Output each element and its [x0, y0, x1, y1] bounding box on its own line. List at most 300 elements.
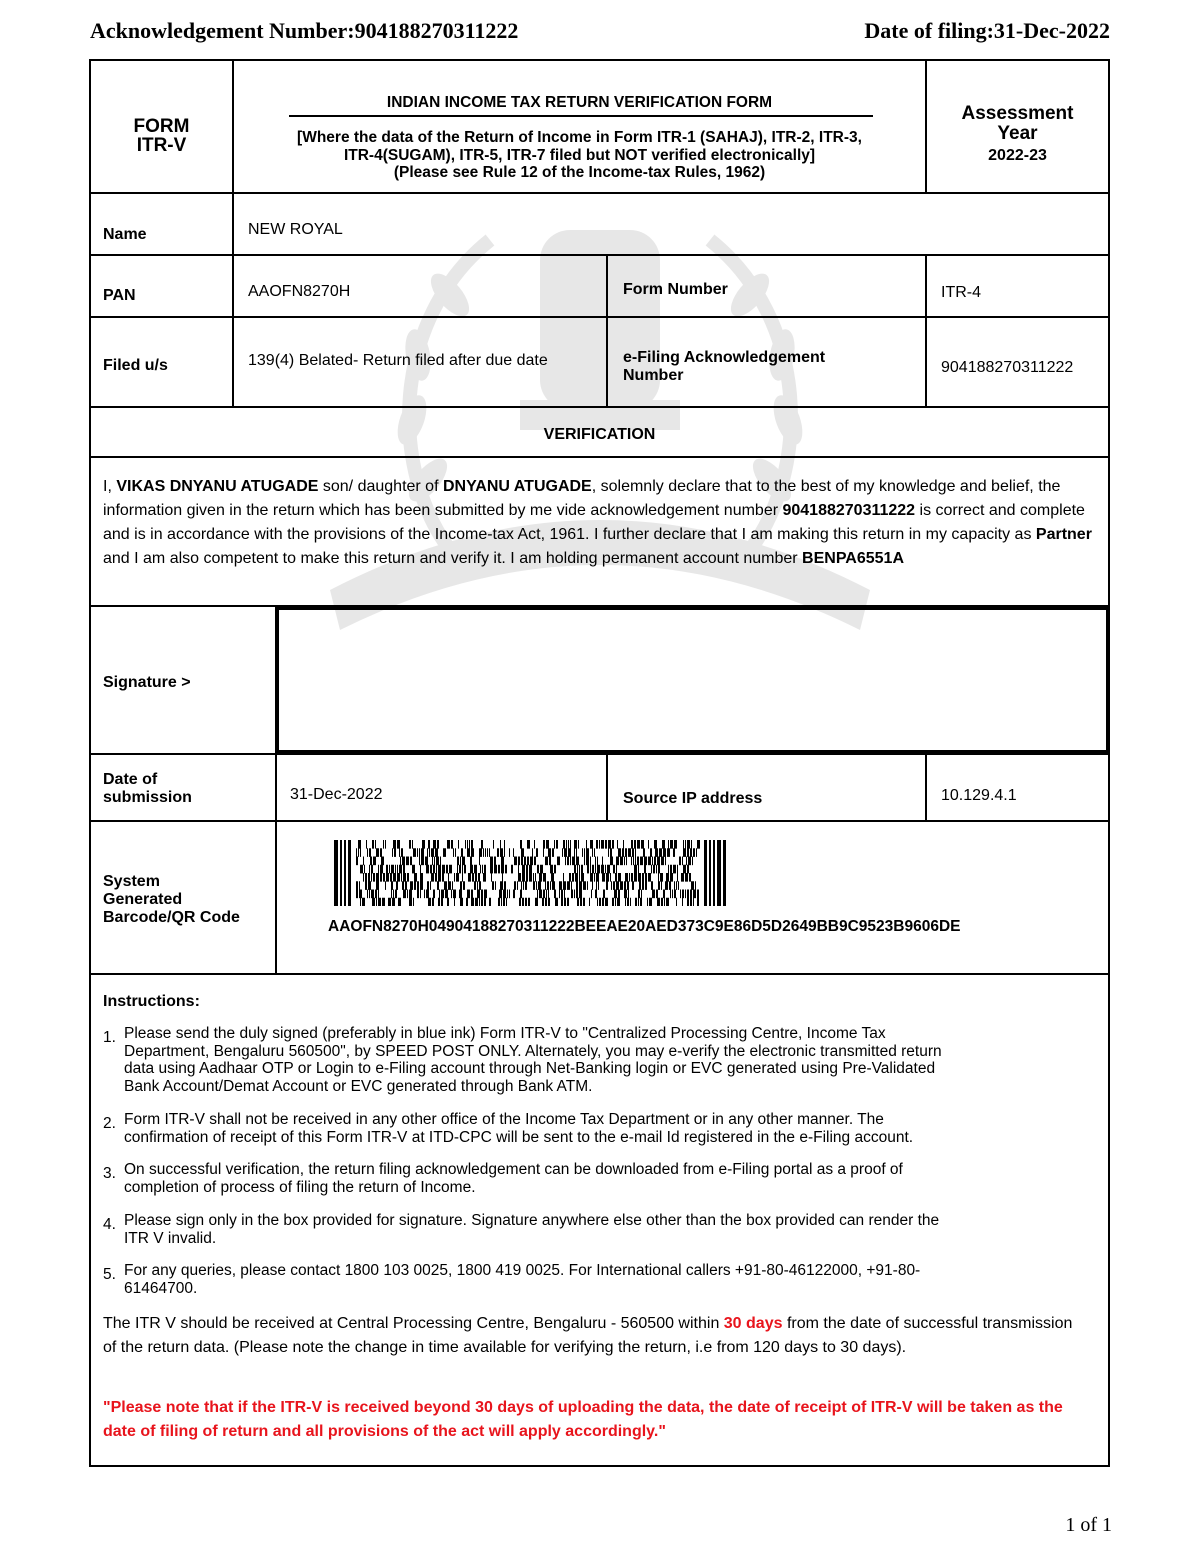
receipt-note-text: from the date of successful transmission of the return data. (Please note the change in time available for verifying the return, i.e from 120 days to 30 days). [103, 1315, 1073, 1356]
barcode-bar [413, 848, 416, 857]
barcode-bar [645, 873, 647, 882]
barcode-bar [660, 873, 663, 882]
barcode-bar [395, 865, 396, 874]
barcode-bar [683, 848, 686, 857]
barcode-bar [645, 881, 647, 890]
barcode-bar [530, 857, 533, 866]
barcode-bar [659, 848, 662, 857]
barcode-bar [501, 865, 504, 874]
barcode-bar [362, 898, 365, 906]
barcode-bar [513, 890, 515, 899]
barcode-bar [441, 890, 444, 899]
barcode-bar [366, 840, 367, 849]
barcode-bar [673, 865, 676, 874]
itr-v-form [89, 59, 1110, 1467]
barcode-bar [477, 881, 478, 890]
barcode-bar [383, 873, 385, 882]
instruction-line: On successful verification, the return filing acknowledgement can be downloaded from e-Filing portal as a proof of [124, 1161, 903, 1178]
barcode-bar [624, 890, 627, 899]
declaration-ack-number: 904188270311222 [782, 502, 916, 519]
pan-value: AAOFN8270H [248, 283, 351, 300]
barcode-bar [543, 890, 545, 899]
barcode-bar [490, 865, 493, 874]
barcode-bar [582, 848, 583, 857]
filed-us-value: 139(4) Belated- Return filed after due date [248, 352, 548, 369]
barcode-bar [428, 840, 430, 849]
barcode-bar [524, 857, 526, 866]
barcode-bar [380, 848, 382, 857]
barcode-bar [664, 898, 665, 906]
divider [925, 254, 927, 407]
barcode-bar [494, 857, 496, 866]
barcode-bar [590, 857, 591, 866]
barcode-bar [501, 857, 504, 866]
barcode-bar [616, 865, 617, 874]
barcode-bar [462, 873, 463, 882]
barcode-bar [376, 848, 379, 857]
barcode-bar [579, 873, 580, 882]
name-value: NEW ROYAL [248, 221, 343, 238]
barcode-bar [612, 840, 614, 849]
barcode-bar [561, 890, 563, 899]
barcode-bar [713, 840, 715, 906]
barcode-bar [391, 881, 393, 890]
barcode-bar [652, 890, 655, 899]
barcode-bar [383, 840, 384, 849]
form-title: INDIAN INCOME TAX RETURN VERIFICATION FORM [386, 94, 773, 111]
barcode-bar [670, 840, 673, 849]
barcode-bar [658, 873, 659, 882]
barcode-bar [378, 890, 379, 899]
barcode-bar [577, 865, 578, 874]
verification-declaration [103, 475, 1093, 571]
barcode-bar [434, 857, 435, 866]
barcode-bar [648, 857, 651, 866]
barcode-bar [640, 857, 643, 866]
barcode-bar [563, 840, 565, 849]
barcode-bar [484, 865, 486, 874]
barcode-bar [676, 881, 677, 890]
barcode-bar [451, 840, 453, 849]
barcode-bar [481, 840, 483, 849]
instruction-line: ITR V invalid. [124, 1229, 217, 1247]
barcode-bar [412, 865, 415, 874]
barcode-bar [462, 857, 465, 866]
barcode-bar [340, 840, 342, 906]
barcode-bar [625, 898, 626, 906]
barcode-bar [498, 898, 500, 906]
barcode-bar [687, 865, 689, 874]
barcode-bar [413, 898, 414, 906]
barcode-bar [460, 881, 462, 890]
barcode-bar [628, 848, 631, 857]
barcode-bar [616, 881, 619, 890]
barcode-bar [579, 881, 582, 890]
barcode-bar [685, 840, 686, 849]
barcode-bar [590, 840, 593, 849]
barcode-bar [537, 865, 539, 874]
barcode-bar [391, 890, 392, 899]
barcode-bar [442, 865, 445, 874]
barcode-bar [550, 865, 553, 874]
barcode-bar [438, 865, 441, 874]
barcode-bar [430, 865, 432, 874]
barcode-bar [586, 848, 589, 857]
divider [89, 456, 1110, 458]
barcode-label-line: Barcode/QR Code [103, 909, 240, 926]
barcode-bar [454, 873, 455, 882]
barcode-bar [576, 890, 578, 899]
barcode-bar [441, 898, 443, 906]
barcode-bar [396, 881, 398, 890]
barcode-bar [520, 890, 522, 899]
barcode-bar [676, 898, 677, 906]
barcode-bar [500, 848, 503, 857]
barcode-bar [460, 857, 461, 866]
barcode-bar [373, 857, 376, 866]
barcode-bar [442, 873, 444, 882]
source-ip-label: Source IP address [623, 790, 763, 807]
divider [606, 753, 608, 821]
form-title-block [234, 61, 925, 192]
barcode-bar [642, 873, 644, 882]
assessment-year-label: Assessment [961, 103, 1074, 124]
barcode-bar [634, 865, 637, 874]
barcode-bar [648, 840, 649, 849]
barcode-bar [453, 890, 456, 899]
barcode-bar [549, 857, 551, 866]
declaration-text: , solemnly declare that to the best of my knowledge and belief, the information given in the return which has been submitted by me vide acknowledgement number [103, 478, 1061, 519]
date-of-submission-label-line: Date of [103, 771, 158, 788]
barcode-bar [579, 890, 582, 899]
divider [89, 254, 1110, 256]
barcode-bar [429, 848, 430, 857]
barcode-bar [653, 865, 655, 874]
barcode-bar [391, 865, 394, 874]
barcode-bar [656, 890, 658, 899]
barcode-bar [360, 848, 361, 857]
barcode-bar [559, 890, 560, 899]
barcode-bar [565, 857, 566, 866]
barcode-bar [522, 865, 525, 874]
barcode-bar [596, 881, 597, 890]
barcode-bar [551, 873, 554, 882]
date-of-filing: Date of filing:31-Dec-2022 [864, 18, 1110, 43]
barcode-bar [576, 848, 577, 857]
barcode-bar [427, 881, 429, 890]
barcode-bar [654, 857, 656, 866]
barcode-bar [427, 848, 428, 857]
barcode-bar [557, 857, 560, 866]
barcode-bar [436, 857, 439, 866]
barcode-bar [638, 898, 639, 906]
barcode-bar [690, 890, 692, 899]
barcode-bar [454, 898, 455, 906]
barcode-bar [592, 848, 593, 857]
barcode-bar [651, 881, 653, 890]
barcode-bar [595, 857, 596, 866]
barcode-bar [483, 848, 484, 857]
barcode-bar [375, 890, 377, 899]
barcode-bar [601, 840, 604, 849]
parent-name: DNYANU ATUGADE [442, 478, 592, 495]
barcode-bar [466, 898, 468, 906]
barcode-bar [538, 881, 541, 890]
barcode-bar [393, 840, 396, 849]
divider [606, 254, 608, 407]
barcode-bar [367, 890, 368, 899]
barcode-bar [564, 848, 567, 857]
barcode-bar [687, 890, 689, 899]
barcode-bar [665, 881, 668, 890]
barcode-bar [561, 898, 563, 906]
barcode-bar [397, 840, 400, 849]
barcode-bar [657, 857, 660, 866]
barcode-bar [583, 881, 586, 890]
barcode-bar [576, 857, 579, 866]
barcode-bar [605, 840, 607, 849]
barcode-bar [367, 848, 368, 857]
instruction-line: 61464700. [124, 1279, 198, 1297]
barcode-bar [484, 898, 486, 906]
barcode-bar [467, 848, 470, 857]
barcode-bar [554, 890, 556, 899]
barcode-bar [681, 873, 684, 882]
barcode-bar [578, 840, 579, 849]
barcode-bar [648, 873, 651, 882]
barcode-bar [426, 890, 429, 899]
barcode-bar [392, 898, 395, 906]
barcode-bar [376, 881, 379, 890]
barcode-bar [602, 898, 604, 906]
barcode-bar [527, 840, 530, 849]
barcode-bar [386, 865, 388, 874]
barcode-bar [526, 865, 528, 874]
barcode-bar [462, 865, 463, 874]
barcode-bar [392, 848, 393, 857]
barcode-bar [389, 865, 390, 874]
barcode-bar [477, 890, 480, 899]
barcode-bar [358, 848, 359, 857]
barcode-image [334, 840, 726, 906]
barcode-bar [373, 873, 375, 882]
barcode-bar [534, 840, 535, 849]
barcode-bar [406, 857, 409, 866]
barcode-bar [548, 898, 550, 906]
barcode-bar [414, 873, 417, 882]
barcode-bar [644, 865, 646, 874]
barcode-bar [491, 873, 492, 882]
barcode-bar [517, 881, 518, 890]
barcode-bar [371, 873, 372, 882]
barcode-bar [464, 865, 466, 874]
instruction-line: Please sign only in the box provided for signature. Signature anywhere else other than the box provided can render the [124, 1212, 940, 1229]
barcode-bar [424, 890, 425, 899]
instruction-line: data using Aadhaar OTP or Login to e-Filing account through Net-Banking login or EVC generated using Pre-Validated [124, 1060, 936, 1077]
barcode-bar [564, 890, 565, 899]
form-subtitle-line: (Please see Rule 12 of the Income-tax Rules, 1962) [393, 164, 766, 181]
barcode-bar [433, 865, 435, 874]
barcode-bar [687, 898, 689, 906]
barcode-bar [630, 898, 631, 906]
barcode-bar [576, 881, 578, 890]
barcode-bar [394, 848, 396, 857]
barcode-bar [369, 848, 371, 857]
barcode-bar [654, 840, 657, 849]
barcode-bar [632, 881, 634, 890]
barcode-bar [479, 881, 481, 890]
barcode-bar [417, 890, 419, 899]
receipt-note-text: The ITR V should be received at Central Processing Centre, Bengaluru - 560500 within [103, 1315, 724, 1332]
form-label [91, 117, 232, 155]
barcode-bar [397, 873, 400, 882]
barcode-bar [608, 840, 611, 849]
barcode-bar [607, 865, 610, 874]
assessment-year-value: 2022-23 [988, 147, 1047, 164]
barcode-bar [656, 865, 657, 874]
barcode-bar [689, 873, 691, 882]
barcode-bar [484, 890, 487, 899]
declaration-text: is correct and complete and is in accordance with the provisions of the Income-tax Act, 1961. I further declare that I am making this return in my capacity as [103, 502, 1085, 543]
barcode-bar [595, 865, 596, 874]
barcode-bar [571, 881, 572, 890]
barcode-bar [536, 881, 537, 890]
date-of-submission-value: 31-Dec-2022 [290, 786, 383, 803]
form-label-line: FORM [133, 116, 190, 137]
barcode-bar [550, 881, 551, 890]
barcode-bar [661, 881, 662, 890]
barcode-bar [363, 873, 364, 882]
barcode-bar [360, 898, 361, 906]
barcode-bar [539, 873, 542, 882]
barcode-bar [471, 890, 473, 899]
barcode-bar [693, 890, 696, 899]
barcode-bar [437, 840, 439, 849]
barcode-bar [666, 873, 669, 882]
barcode-bar [397, 865, 398, 874]
barcode-bar [672, 890, 673, 899]
barcode-bar [509, 848, 510, 857]
barcode-bar [683, 865, 686, 874]
instruction-number: 2. [103, 1115, 116, 1132]
barcode-bar [461, 848, 463, 857]
barcode-bar [613, 865, 615, 874]
barcode-bar [527, 857, 529, 866]
barcode-bar [437, 881, 439, 890]
late-receipt-warning: "Please note that if the ITR-V is received beyond 30 days of uploading the data, the date of receipt of ITR-V will be taken as the date of filing of return and all provisions of the act will apply accordingly." [103, 1399, 1063, 1440]
divider [89, 192, 1110, 194]
barcode-bar [683, 840, 684, 849]
declarant-name: VIKAS DNYANU ATUGADE [116, 478, 319, 495]
barcode-bar [637, 857, 639, 866]
barcode-bar [493, 840, 494, 849]
barcode-bar [597, 865, 600, 874]
barcode-bar [603, 890, 605, 899]
barcode-bar [625, 848, 627, 857]
barcode-bar [693, 898, 694, 906]
barcode-bar [610, 848, 612, 857]
barcode-bar [420, 873, 423, 882]
barcode-bar [433, 840, 436, 849]
barcode-bar [580, 898, 582, 906]
barcode-bar [375, 840, 376, 849]
barcode-bar [677, 865, 678, 874]
barcode-bar [407, 873, 409, 882]
page-number: 1 of 1 [1065, 1514, 1112, 1536]
barcode-bar [625, 873, 628, 882]
barcode-bar [432, 857, 433, 866]
barcode-bar [403, 890, 406, 899]
barcode-bar [514, 857, 517, 866]
barcode-bar [637, 840, 640, 849]
barcode-bar [498, 865, 500, 874]
barcode-bar [688, 857, 691, 866]
barcode-bar [465, 840, 466, 849]
barcode-bar [382, 898, 385, 906]
barcode-bar [579, 865, 580, 874]
barcode-bar [537, 890, 538, 899]
barcode-bar [670, 890, 671, 899]
barcode-bar [385, 840, 386, 849]
barcode-bar [468, 873, 471, 882]
barcode-bar [641, 840, 644, 849]
barcode-bar [638, 865, 639, 874]
barcode-bar [534, 857, 536, 866]
instruction-text [124, 1025, 1054, 1095]
barcode-bar [401, 873, 402, 882]
barcode-bar [460, 898, 463, 906]
barcode-bar [417, 881, 419, 890]
barcode-bar [475, 873, 477, 882]
barcode-bar [685, 873, 688, 882]
barcode-bar [452, 881, 453, 890]
assessment-year [927, 104, 1108, 166]
receipt-note [103, 1312, 1078, 1360]
barcode-bar [634, 840, 636, 849]
barcode-bar [369, 865, 370, 874]
barcode-bar [587, 881, 588, 890]
barcode-bar [536, 848, 538, 857]
receipt-deadline: 30 days [723, 1315, 783, 1332]
barcode-bar [677, 873, 678, 882]
barcode-bar [640, 898, 642, 906]
barcode-bar [674, 881, 675, 890]
barcode-bar [501, 898, 502, 906]
barcode-bar [533, 873, 534, 882]
barcode-bar [532, 848, 533, 857]
barcode-bar [447, 840, 450, 849]
barcode-bar [670, 873, 673, 882]
barcode-bar [455, 848, 456, 857]
barcode-bar [595, 890, 597, 899]
barcode-bar [419, 857, 420, 866]
signature-box[interactable] [276, 607, 1109, 753]
barcode-bar [611, 881, 612, 890]
instruction-line: Please send the duly signed (preferably in blue ink) Form ITR-V to "Centralized Processing Centre, Income Tax [124, 1025, 886, 1042]
barcode-bar [612, 898, 614, 906]
barcode-bar [475, 898, 478, 906]
barcode-bar [628, 890, 629, 899]
barcode-bar [478, 873, 480, 882]
barcode-bar [543, 840, 545, 849]
barcode-bar [433, 890, 435, 899]
barcode-bar [385, 881, 386, 890]
barcode-bar [635, 848, 636, 857]
barcode-bar [359, 890, 362, 899]
barcode-bar [613, 881, 615, 890]
barcode-bar [472, 873, 474, 882]
acknowledgement-number: Acknowledgement Number:904188270311222 [90, 18, 519, 43]
